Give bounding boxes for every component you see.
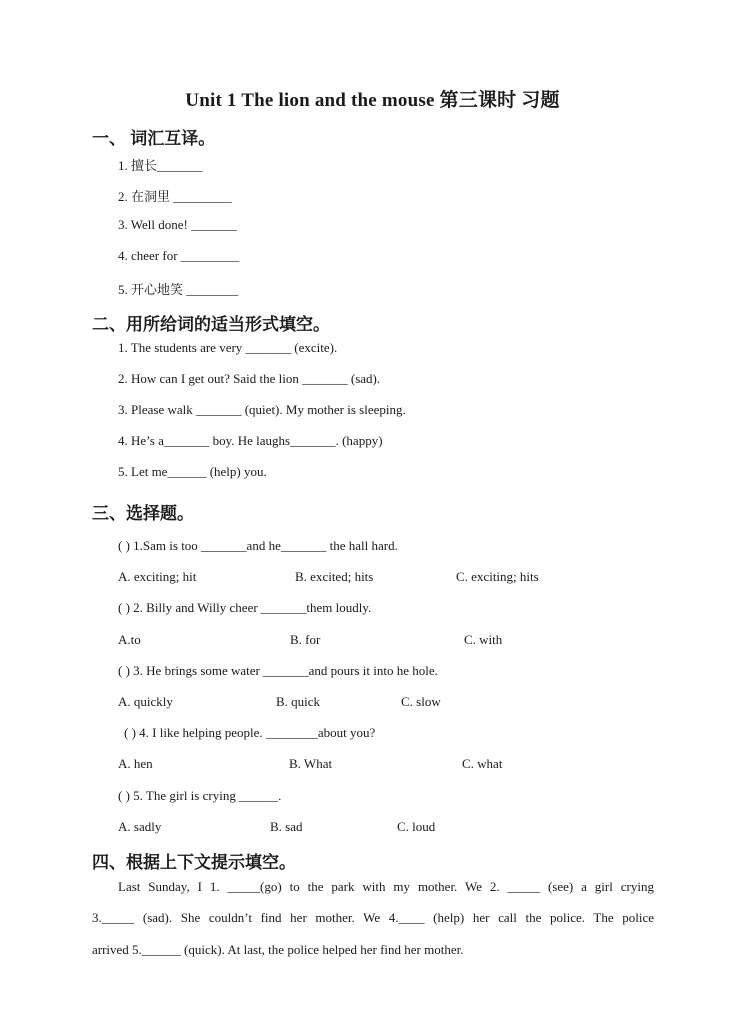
mc-5-option-c: C. loud bbox=[397, 819, 436, 834]
vocab-item-2: 2. 在洞里 _________ bbox=[118, 189, 232, 204]
mc-4-option-b: B. What bbox=[289, 756, 333, 771]
fill-item-5: 5. Let me______ (help) you. bbox=[118, 464, 267, 479]
fill-item-1: 1. The students are very _______ (excite). bbox=[118, 340, 338, 355]
mc-5-option-a: A. sadly bbox=[118, 819, 162, 834]
vocab-item-5: 5. 开心地笑 ________ bbox=[118, 282, 239, 297]
mc-3-option-b: B. quick bbox=[276, 694, 321, 709]
mc-question-5: ( ) 5. The girl is crying ______. bbox=[118, 788, 282, 803]
mc-2-option-c: C. with bbox=[464, 632, 503, 647]
mc-1-option-b: B. excited; hits bbox=[295, 569, 374, 584]
mc-question-1: ( ) 1.Sam is too _______and he_______ the hall hard. bbox=[118, 538, 398, 553]
mc-1-option-a: A. exciting; hit bbox=[118, 569, 197, 584]
mc-1-option-c: C. exciting; hits bbox=[456, 569, 539, 584]
mc-5-option-b: B. sad bbox=[270, 819, 303, 834]
mc-question-2: ( ) 2. Billy and Willy cheer _______them loudly. bbox=[118, 600, 372, 615]
mc-3-option-a: A. quickly bbox=[118, 694, 173, 709]
vocab-item-3: 3. Well done! _______ bbox=[118, 217, 237, 232]
section-1-heading: 一、 词汇互译。 bbox=[92, 129, 216, 148]
vocab-item-1: 1. 擅长_______ bbox=[118, 158, 203, 173]
mc-4-option-a: A. hen bbox=[118, 756, 153, 771]
section-4-heading: 四、根据上下文提示填空。 bbox=[92, 853, 296, 872]
mc-question-4: ( ) 4. I like helping people. ________about you? bbox=[124, 725, 376, 740]
page-title: Unit 1 The lion and the mouse 第三课时 习题 bbox=[185, 90, 560, 111]
fill-item-4: 4. He’s a_______ boy. He laughs_______. (happy) bbox=[118, 433, 383, 448]
passage-line-1: Last Sunday, I 1. _____(go) to the park with my mother. We 2. _____ (see) a girl crying bbox=[118, 879, 654, 894]
mc-question-3: ( ) 3. He brings some water _______and pours it into he hole. bbox=[118, 663, 438, 678]
fill-item-2: 2. How can I get out? Said the lion _______ (sad). bbox=[118, 371, 381, 386]
section-3-heading: 三、选择题。 bbox=[92, 504, 194, 523]
passage-line-2: 3._____ (sad). She couldn’t find her mother. We 4.____ (help) her call the police. The police bbox=[92, 910, 654, 925]
mc-2-option-b: B. for bbox=[290, 632, 321, 647]
passage-line-3: arrived 5.______ (quick). At last, the police helped her find her mother. bbox=[92, 942, 464, 957]
vocab-item-4: 4. cheer for _________ bbox=[118, 248, 240, 263]
mc-3-option-c: C. slow bbox=[401, 694, 441, 709]
section-2-heading: 二、用所给词的适当形式填空。 bbox=[92, 315, 330, 334]
mc-4-option-c: C. what bbox=[462, 756, 503, 771]
mc-2-option-a: A.to bbox=[118, 632, 141, 647]
fill-item-3: 3. Please walk _______ (quiet). My mother is sleeping. bbox=[118, 402, 406, 417]
